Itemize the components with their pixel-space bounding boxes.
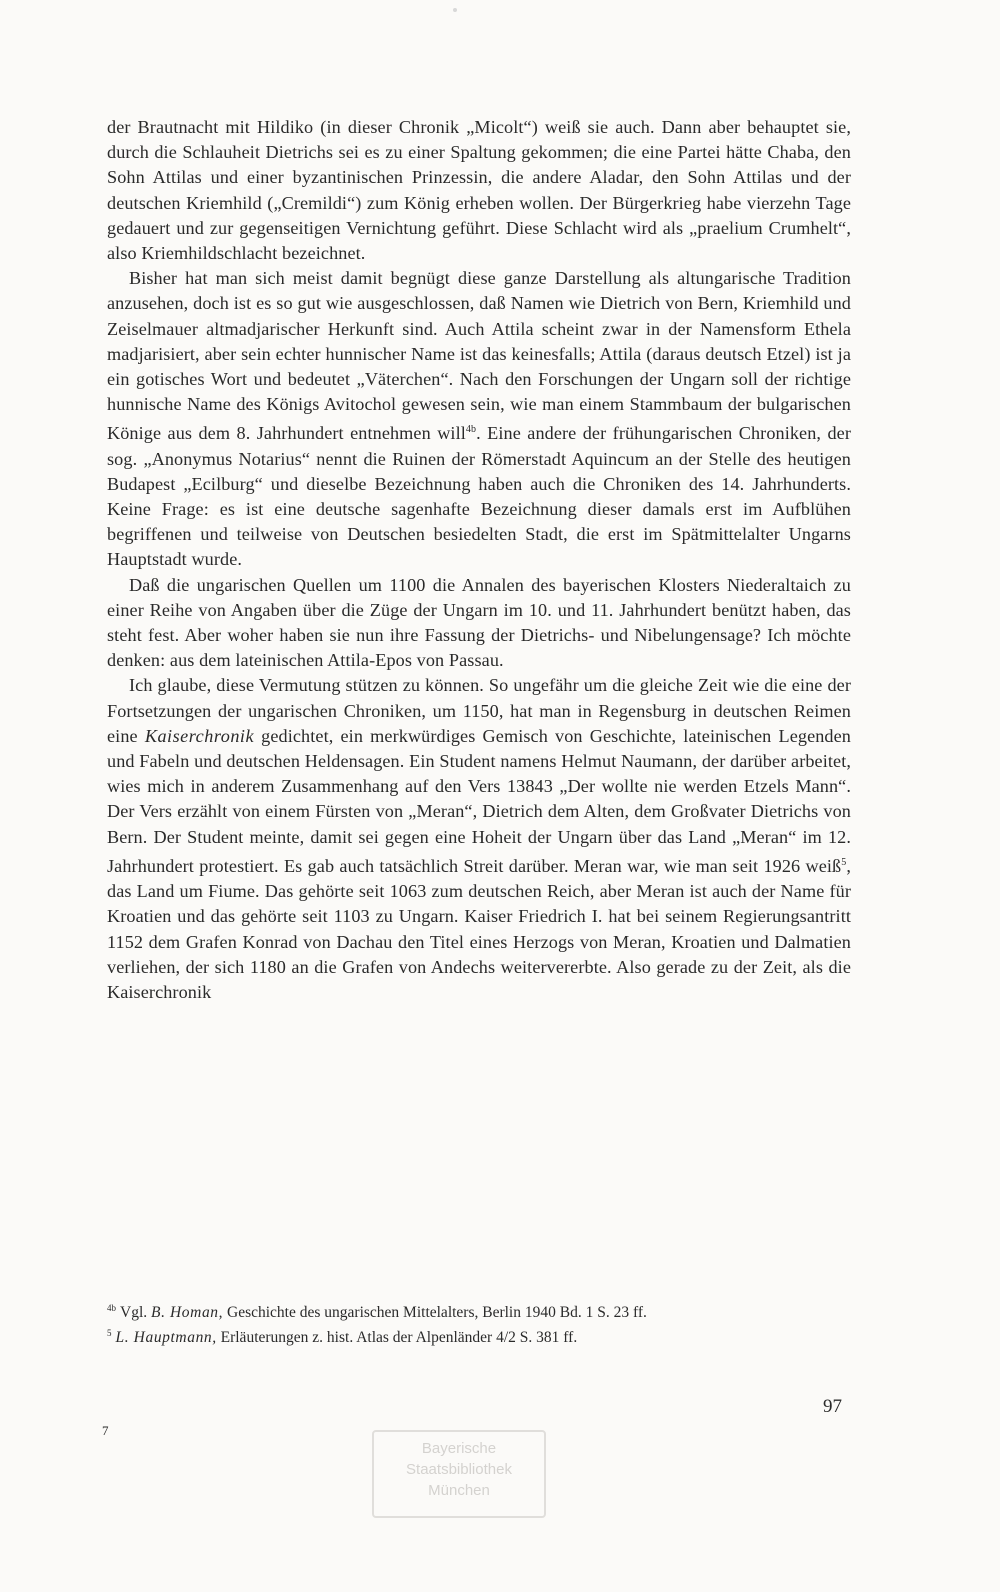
footnote-4b (107, 1298, 851, 1323)
paragraph-1: der Brautnacht mit Hildiko (in dieser Chronik „Micolt“) weiß sie auch. Dann aber behauptet sie, durch die Schlauheit Dietrichs sei es zu einer Spaltung gekommen; die eine Partei hätte Chaba, den Sohn Attilas und einer byzantinischen Prinzessin, die andere Aladar, den Sohn Attilas und der deutschen Kriemhild („Cremildi“) zum König erheben wollen. Der Bürgerkrieg habe vierzehn Tage gedauert und zur gegenseitigen Vernichtung geführt. Diese Schlacht wird als „praelium Crumhelt“, also Kriemhildschlacht bezeichnet. (107, 117, 851, 264)
footnote-mark: 5 (107, 1328, 112, 1338)
paragraph-2 (107, 266, 851, 572)
footnote-text: Vgl. (120, 1304, 151, 1321)
footnotes (107, 1298, 851, 1348)
kaiserchronik-title: Kaiserchronik (144, 725, 255, 746)
body-text (107, 115, 851, 1005)
paragraph-4-text-a: Ich glaube, diese Vermutung stützen zu können. So ungefähr um die gleiche Zeit wie die eine der Fortsetzungen der ungarischen Chroniken, um 1150, hat man in Regensburg in deutschen Reimen eine (107, 675, 851, 746)
paragraph-4-text-c: , das Land um Fiume. Das gehörte seit 1063 zum deutschen Reich, aber Meran ist auch der Name für Kroatien und das gehörte seit 1103 zu Ungarn. Kaiser Friedrich I. hat bei seinem Regierungsantritt 1152 dem Grafen Konrad von Dachau den Titel eines Herzogs von Meran, Kroatien und Dalmatien verliehen, der sich 1180 an die Grafen von Andechs weitervererbte. Also gerade zu der Zeit, als die Kaiserchronik (107, 855, 851, 1002)
page-number: 97 (823, 1396, 842, 1417)
footnote-5 (107, 1323, 851, 1348)
paragraph-4-text-b: gedichtet, ein merkwürdiges Gemisch von Geschichte, lateinischen Legenden und Fabeln und deutschen Heldensagen. Ein Student namens Helmut Naumann, der darüber arbeitet, wies mich in anderem Zusammenhang auf den Vers 13843 „Der wollte nie werden Etzels Mann“. Der Vers erzählt von einem Fürsten von „Meran“, Dietrich dem Alten, dem Großvater Dietrichs von Bern. Der Student meinte, damit sei gegen eine Hoheit der Ungarn über das Land „Meran“ im 12. Jahrhundert protestiert. Es gab auch tatsächlich Streit darüber. Meran war, wie man seit 1926 weiß (107, 725, 851, 876)
paragraph-3: Daß die ungarischen Quellen um 1100 die Annalen des bayerischen Klosters Niederaltaich zu einer Reihe von Angaben über die Züge der Ungarn im 10. und 11. Jahrhundert benützt haben, das steht fest. Aber woher haben sie nun ihre Fassung der Dietrichs- und Nibelungensage? Ich möchte denken: aus dem lateinischen Attila-Epos von Passau. (107, 574, 851, 671)
stamp-line: Staatsbibliothek (406, 1461, 512, 1478)
footnote-text: Erläuterungen z. hist. Atlas der Alpenländer 4/2 S. 381 ff. (216, 1329, 578, 1346)
footnote-text: Geschichte des ungarischen Mittelalters, Berlin 1940 Bd. 1 S. 23 ff. (223, 1304, 647, 1321)
footnote-author: L. Hauptmann, (115, 1329, 217, 1346)
footnote-mark: 4b (107, 1303, 116, 1313)
paragraph-2-text-b: . Eine andere der frühungarischen Chroniken, der sog. „Anonymus Notarius“ nennt die Ruinen der Römerstadt Aquincum an der Stelle des heutigen Budapest „Ecilburg“ und dieselbe Bezeichnung haben auch die Chroniken des 14. Jahrhunderts. Keine Frage: es ist eine deutsche sagenhafte Bezeichnung dieser damals erst im Aufblühen begriffenen und teilweise von Deutschen besiedelten Stadt, die erst im Spätmittelalter Ungarns Hauptstadt wurde. (107, 423, 851, 570)
paragraph-4 (107, 673, 851, 1005)
speck-mark (453, 8, 457, 12)
stamp-line: München (428, 1482, 490, 1499)
stamp-line: Bayerische (421, 1440, 497, 1457)
footnote-ref-5: 5 (841, 856, 847, 868)
footnote-ref-4b: 4b (465, 424, 477, 436)
library-stamp (372, 1430, 546, 1518)
paragraph-2-text-a: Bisher hat man sich meist damit begnügt diese ganze Darstellung als altungarische Tradition anzusehen, doch ist es so gut wie ausgeschlossen, daß Namen wie Dietrich von Bern, Kriemhild und Zeiselmauer altmadjarischer Herkunft sind. Auch Attila scheint zwar in der Namensform Ethela madjarisiert, aber sein echter hunnischer Name ist das keinesfalls; Attila (daraus deutsch Etzel) ist ja ein gotisches Wort und bedeutet „Väterchen“. Nach den Forschungen der Ungarn soll der richtige hunnische Name des Königs Avitochol gewesen sein, wie man einem Stammbaum der bulgarischen Könige aus dem 8. Jahrhundert entnehmen will (107, 268, 851, 444)
signature-mark: 7 (102, 1423, 109, 1438)
footnote-author: B. Homan, (151, 1304, 224, 1321)
